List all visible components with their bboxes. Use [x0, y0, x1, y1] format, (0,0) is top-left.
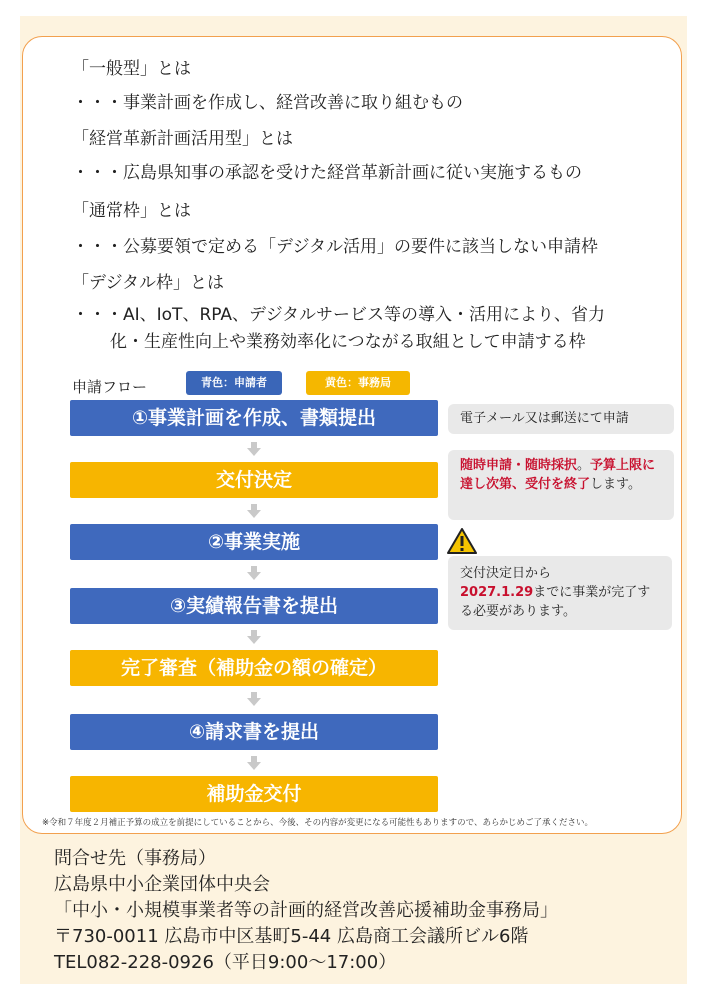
legend-secretariat: 黄色：事務局	[306, 371, 410, 395]
contact-heading: 問合せ先（事務局）	[54, 848, 216, 869]
note-deadline-post: までに事業が完了する必要があります。	[460, 585, 651, 619]
definition-term-normal: 「通常枠」とは	[72, 201, 191, 221]
definition-desc-digital-line1: ・・・AI、IoT、RPA、デジタルサービス等の導入・活用により、省力	[72, 305, 606, 325]
definition-desc-digital	[72, 302, 672, 356]
down-arrow-icon	[247, 504, 261, 518]
note-submit-method: 電子メール又は郵送にて申請	[448, 404, 674, 434]
note-deadline	[448, 556, 672, 630]
contact-office: 「中小・小規模事業者等の計画的経営改善応援補助金事務局」	[54, 900, 558, 921]
note-decision-red2: 予算上限に達し次第、受付を終了	[460, 458, 656, 492]
note-decision-end: します。	[590, 477, 641, 492]
definition-term-general: 「一般型」とは	[72, 59, 191, 79]
definition-desc-digital-line2: 化・生産性向上や業務効率化につながる取組として申請する枠	[110, 332, 586, 352]
note-decision-red: 随時申請・随時採択	[460, 458, 578, 473]
flow-step-submit: ①事業計画を作成、書類提出	[70, 400, 438, 436]
down-arrow-icon	[247, 630, 261, 644]
note-decision-sep: 。	[577, 458, 591, 473]
definition-term-digital: 「デジタル枠」とは	[72, 273, 224, 293]
down-arrow-icon	[247, 566, 261, 580]
note-decision	[448, 450, 674, 520]
contact-address: 〒730-0011 広島市中区基町5-44 広島商工会議所ビル6階	[54, 926, 529, 947]
flow-step-report: ③実績報告書を提出	[70, 588, 438, 624]
flow-step-implement: ②事業実施	[70, 524, 438, 560]
definition-desc-normal: ・・・公募要領で定める「デジタル活用」の要件に該当しない申請枠	[72, 237, 598, 257]
contact-phone: TEL082-228-0926（平日9:00～17:00）	[54, 952, 397, 973]
flow-step-decision: 交付決定	[70, 462, 438, 498]
warning-icon	[447, 527, 477, 559]
definition-term-innovation: 「経営革新計画活用型」とは	[72, 129, 293, 149]
legend-applicant: 青色：申請者	[186, 371, 282, 395]
definition-desc-general: ・・・事業計画を作成し、経営改善に取り組むもの	[72, 93, 463, 113]
down-arrow-icon	[247, 692, 261, 706]
flow-step-inspection: 完了審査（補助金の額の確定）	[70, 650, 438, 686]
definition-desc-innovation: ・・・広島県知事の承認を受けた経営革新計画に従い実施するもの	[72, 163, 582, 183]
footnote: ※令和７年度２月補正予算の成立を前提にしていることから、今後、その内容が変更になる可能性もありますので、あらかじめご了承ください。	[42, 818, 593, 828]
flow-step-payment: 補助金交付	[70, 776, 438, 812]
note-deadline-date: 2027.1.29	[460, 585, 534, 600]
flow-step-invoice: ④請求書を提出	[70, 714, 438, 750]
flow-label: 申請フロー	[72, 378, 148, 396]
note-deadline-pre: 交付決定日から	[460, 566, 552, 581]
contact-organization: 広島県中小企業団体中央会	[54, 874, 270, 895]
down-arrow-icon	[247, 442, 261, 456]
down-arrow-icon	[247, 756, 261, 770]
